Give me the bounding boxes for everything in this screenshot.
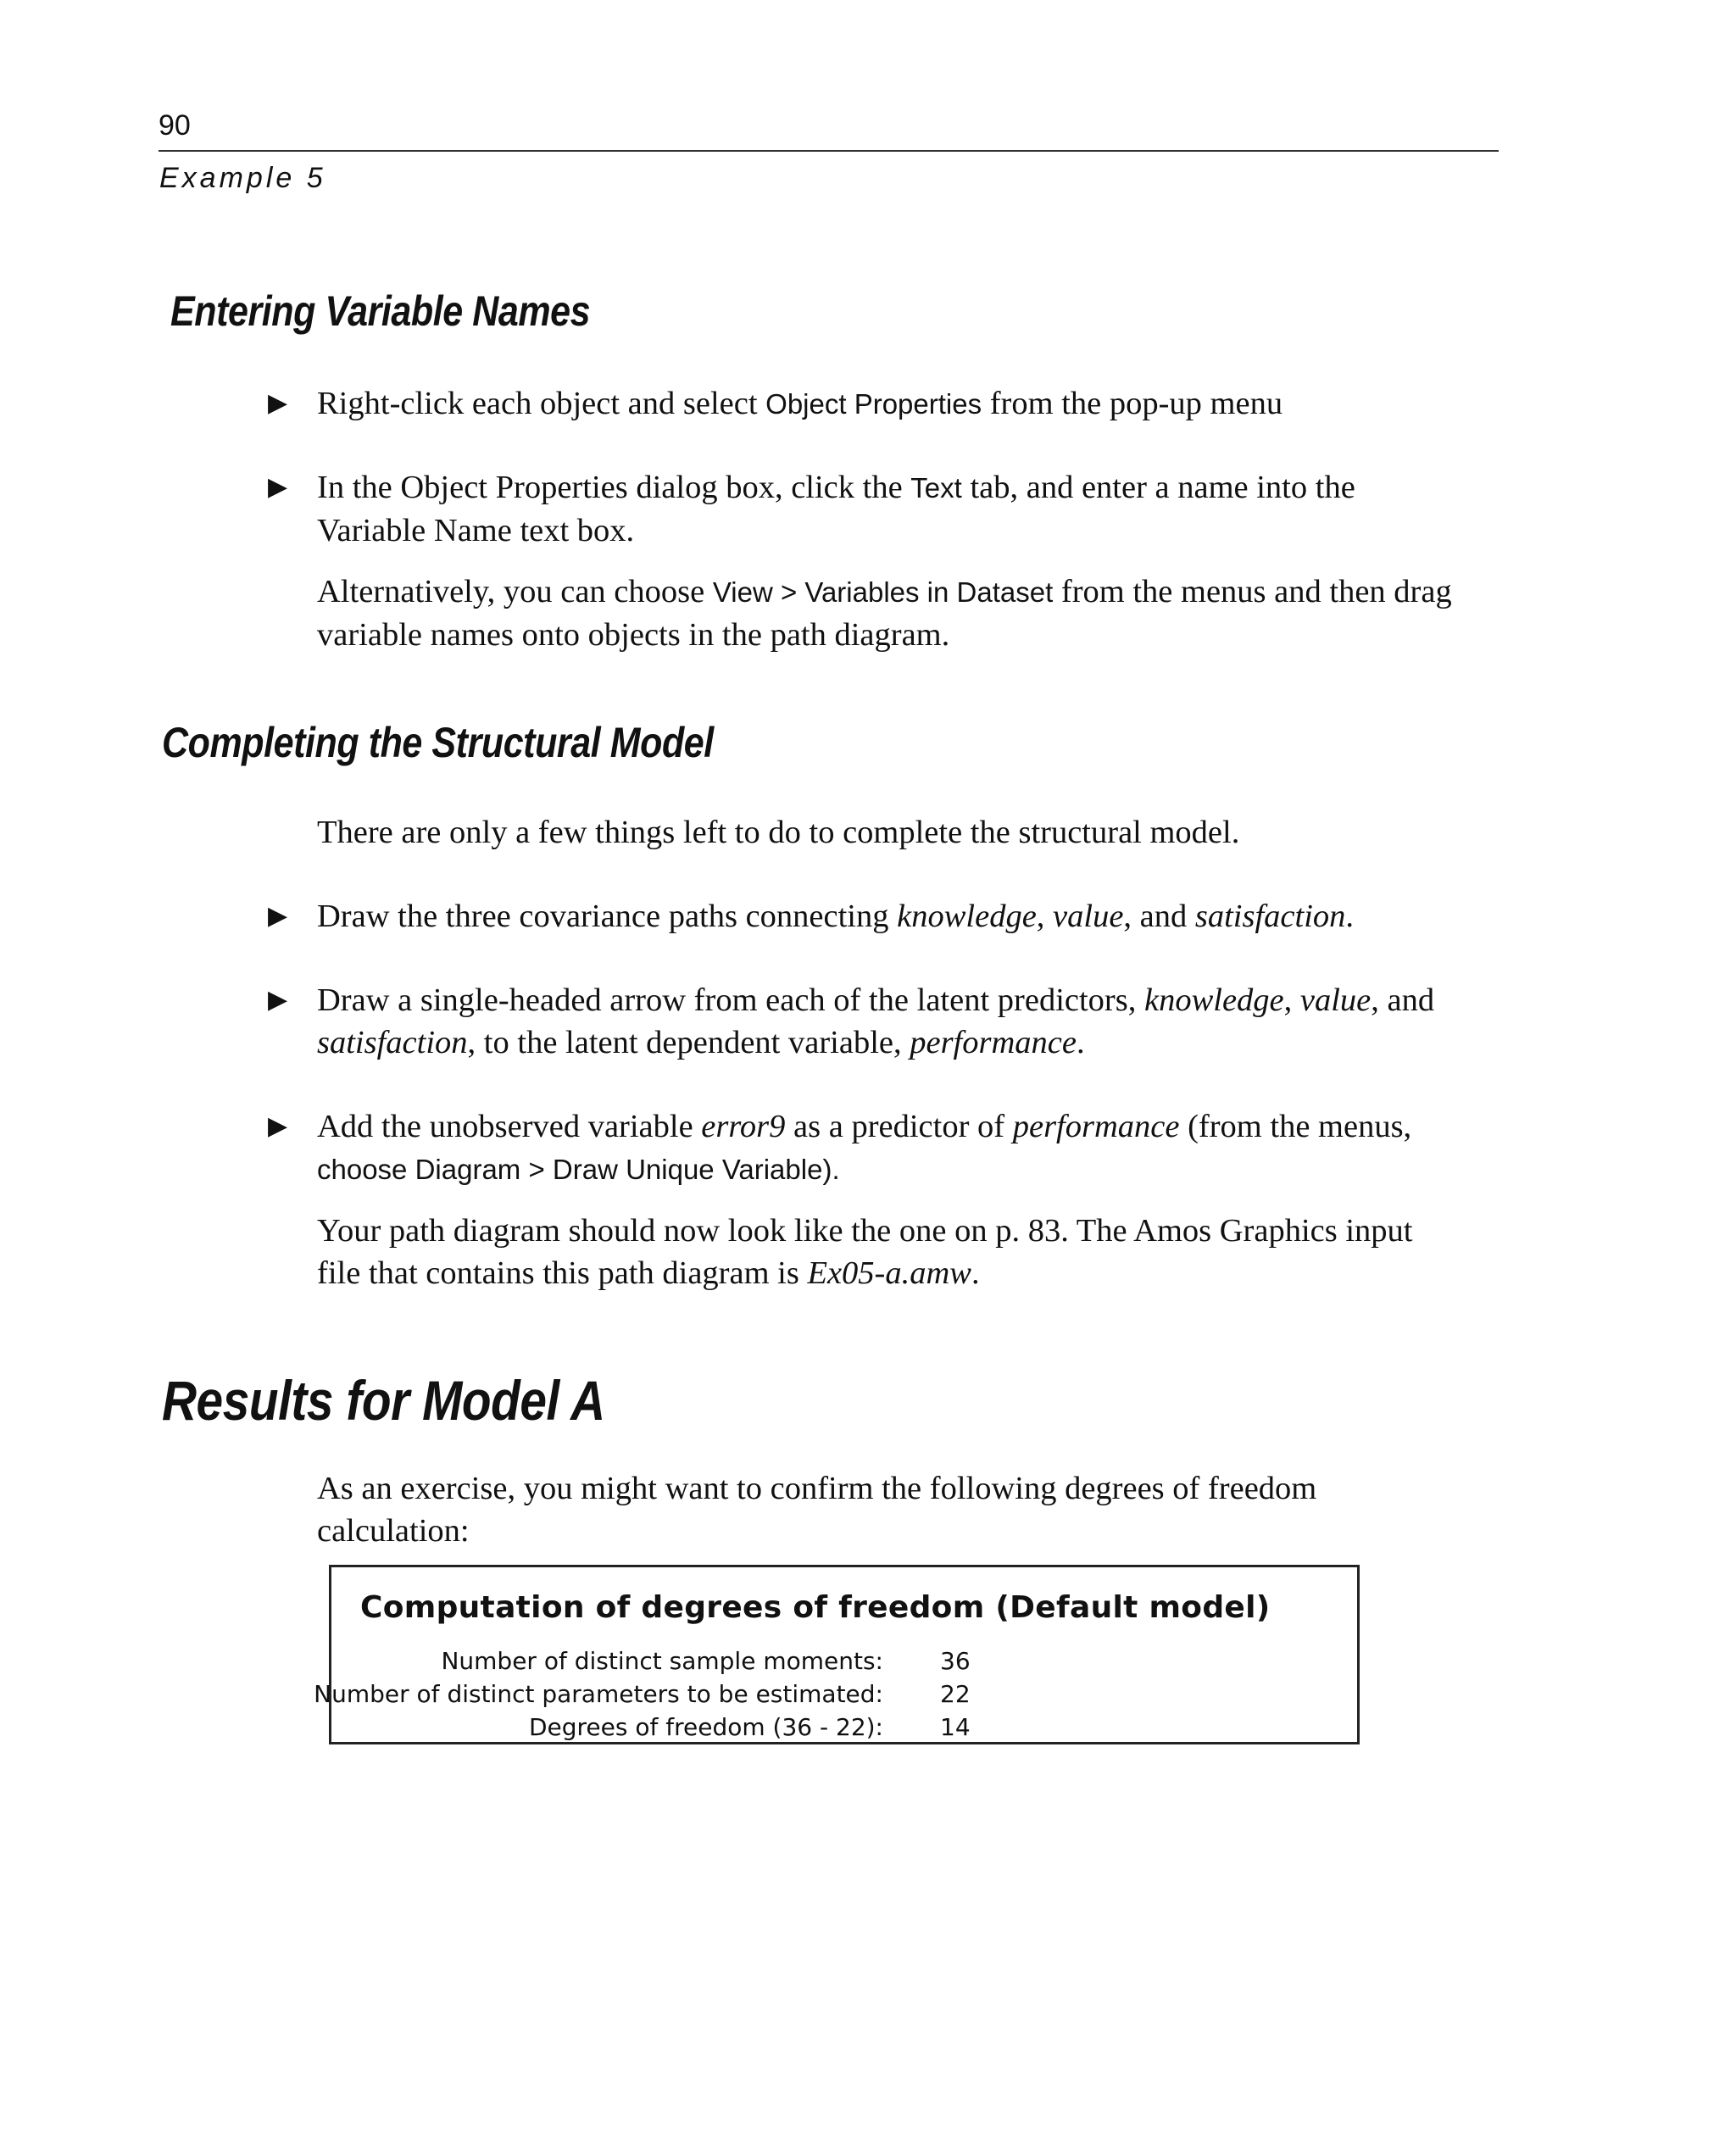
intro-structural-model: There are only a few things left to do to complete the structural model.: [317, 815, 1240, 850]
heading-entering-variable-names: Entering Variable Names: [170, 287, 591, 335]
output-row-label: Number of distinct sample moments:: [441, 1647, 883, 1675]
closing-path-diagram-note: Your path diagram should now look like the one on p. 83. The Amos Graphics input file that contains this path diagram is Ex05-a.amw.: [317, 1213, 1413, 1291]
bullet-marker-icon: ▶: [268, 1111, 288, 1141]
output-title: Computation of degrees of freedom (Default model): [360, 1590, 1271, 1625]
bullet-marker-icon: ▶: [268, 388, 288, 418]
alternative-instruction: Alternatively, you can choose View > Variables in Dataset from the menus and then drag variable names onto objects in the path diagram.: [317, 574, 1452, 653]
bullet-marker-icon: ▶: [268, 985, 288, 1015]
bullet-marker-icon: ▶: [268, 472, 288, 502]
instruction-single-headed-arrows: Draw a single-headed arrow from each of the latent predictors, knowledge, value, and satisfaction, to the latent dependent variable, performance.: [317, 982, 1435, 1060]
menu-path-draw-unique-variable: Diagram > Draw Unique Variable: [415, 1154, 823, 1185]
output-degrees-of-freedom: [314, 1565, 1360, 1744]
output-row: [331, 1644, 1357, 1678]
tab-name-text: Text: [910, 472, 962, 504]
instruction-unique-variable: Add the unobserved variable error9 as a predictor of performance (from the menus, choose Diagram > Draw Unique Variable).: [317, 1109, 1412, 1185]
header-rule: [159, 150, 1499, 152]
page-number: 90: [159, 109, 191, 142]
menu-path-view-variables: View > Variables in Dataset: [712, 576, 1054, 608]
heading-completing-structural-model: Completing the Structural Model: [162, 719, 714, 766]
intro-degrees-of-freedom: As an exercise, you might want to confirm the following degrees of freedom calculation:: [317, 1471, 1317, 1549]
bullet-marker-icon: ▶: [268, 901, 288, 931]
output-row: [331, 1711, 1357, 1744]
file-name: Ex05-a.amw: [807, 1255, 971, 1291]
output-row: [314, 1678, 1357, 1711]
output-row-label: Degrees of freedom (36 - 22):: [528, 1713, 883, 1741]
instruction-text-tab: In the Object Properties dialog box, click the Text tab, and enter a name into the Variable Name text box.: [317, 470, 1355, 548]
menu-item-object-properties: Object Properties: [765, 388, 982, 420]
output-row-value: 22: [940, 1680, 971, 1708]
instruction-object-properties: Right-click each object and select Object Properties from the pop-up menu: [317, 386, 1283, 421]
output-row-label: Number of distinct parameters to be estimated:: [314, 1680, 883, 1708]
instruction-covariance-paths: Draw the three covariance paths connecting knowledge, value, and satisfaction.: [317, 899, 1355, 934]
chapter-label: Example 5: [159, 162, 326, 194]
heading-results-model-a: Results for Model A: [162, 1369, 605, 1432]
output-row-value: 36: [940, 1647, 971, 1675]
output-row-value: 14: [940, 1713, 971, 1741]
